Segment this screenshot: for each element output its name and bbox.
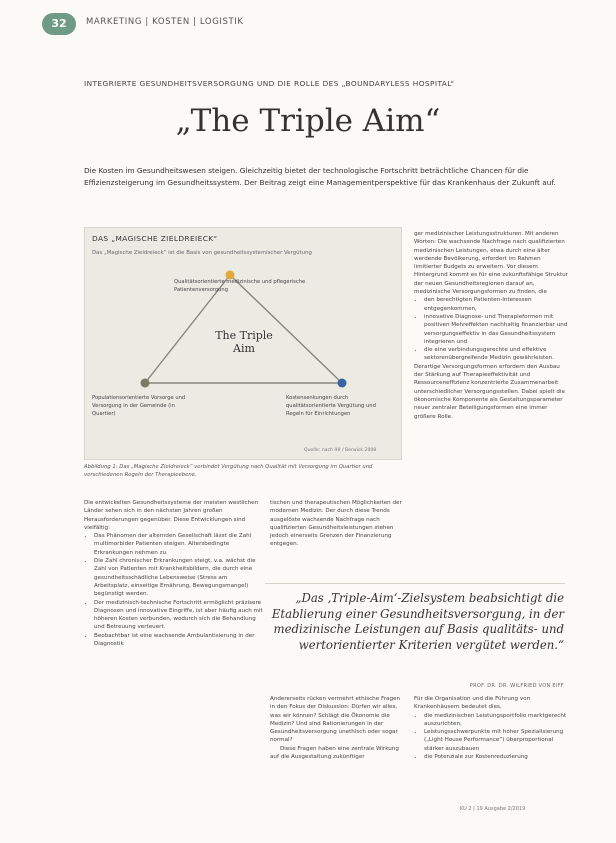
apex-right-dot bbox=[338, 379, 347, 388]
col2-paragraph-3: Diese Fragen haben eine zentrale Wirkung auf die Ausgestaltung zukünftiger bbox=[270, 745, 399, 761]
col2-paragraph-2: Andererseits rücken vermehrt ethische Fragen in den Fokus der Diskussion: Dürfen wir alles, was wir können? Schlägt die Ökonomie die Medizin? Und sind Rationierungen in der Gesundheitsversorgung unethisch oder sogar normal? bbox=[270, 696, 401, 744]
col3b-paragraph: Für die Organisation und die Führung von Krankenhäusern bedeutet dies, bbox=[414, 696, 531, 711]
col3-paragraph-2: Derartige Versorgungsformen erfordern den Ausbau der Stärkung auf Therapieeffektivität und Ressourceneffizienz konzentrierte Zusammenarbeit unterschiedlicher Versorgungsstellen. Dabei spielt die ökonomische Komponente als Gestaltungsparameter neuer zentraler Beteiligungsformen eine immer größere Rolle. bbox=[414, 363, 565, 420]
quote-divider bbox=[265, 583, 565, 584]
col3-paragraph-1: ger medizinischer Leistungsstrukturen. Mit anderen Worten: Die wachsende Nachfrage nach qualifizierten medizinischen Leistungen, etwa durch eine älter werdende Bevölkerung, erfordert im Rahmen limitierter Budgets zu erweitern. Vor diesem Hintergrund kommt es für eine zukunftsfähige Struktur der neuen Gesundheitsregionen darauf an, medizinische Versorgungsformen zu finden, die bbox=[414, 231, 568, 296]
column-right-bottom bbox=[414, 695, 568, 761]
col1-paragraph: Die entwickelten Gesundheitssysteme der meisten westlichen Länder sehen sich in den nächsten Jahren großen Herausforderungen gegenüber. Diese Entwicklungen sind vielfältig: bbox=[84, 500, 259, 531]
list-item: • Leistungsschwerpunkte mit hoher Spezialisierung („Light House Performance“) überproportional stärker auszubauen bbox=[424, 728, 568, 753]
figure-label-top: Qualitätsorientierte medizinische und pflegerische Patientenversorgung bbox=[174, 279, 306, 293]
figure-center-label: The Triple Aim bbox=[215, 329, 273, 355]
list-item: • die Potenziale zur Kostenreduzierung bbox=[424, 753, 568, 761]
column-middle-bottom bbox=[270, 695, 406, 761]
figure-label-left: Populationsorientierte Vorsorge und Versorgung in der Gemeinde (in Quartier) bbox=[92, 395, 186, 417]
quote-author: PROF. DR. DR. WILFRIED VON EIFF bbox=[469, 683, 564, 689]
column-right-top bbox=[414, 230, 568, 421]
figure-caption: Abbildung 1: Das „Magische Zieldreieck“ verbindet Vergütung nach Qualität mit Versorgung im Quartier und verschiedenen Regeln der Therapieebene. bbox=[84, 464, 373, 478]
column-middle-top bbox=[270, 499, 406, 549]
column-left bbox=[84, 499, 264, 648]
page-number-badge: 32 bbox=[42, 13, 76, 35]
list-item: • den berechtigten Patienten-Interessen entgegenkommen, bbox=[424, 296, 568, 313]
list-item: • Das Phänomen der alternden Gesellschaft lässt die Zahl multimorbider Patienten steigen. Altersbedingte Erkrankungen nehmen zu. bbox=[94, 532, 264, 557]
list-item: • innovative Diagnose- und Therapieformen mit positiven Mehreffekten nachhaltig finanzierbar und versorgungseffektiv in das Gesundheitssystem integrieren und bbox=[424, 313, 568, 346]
figure-credit: Quelle: nach IHI / Berwick 2008 bbox=[304, 448, 377, 453]
figure-label-right: Kostensenkungen durch qualitätsorientierte Vergütung und Regeln für Einrichtungen bbox=[286, 395, 376, 417]
col2-paragraph-1: tischen und therapeutischen Möglichkeiten der modernen Medizin. Der durch diese Trends ausgelöste wachsende Nachfrage nach qualifizierten Gesundheitsleistungen stehen jedoch einerseits Grenzen der Finanzierung entgegen. bbox=[270, 500, 402, 548]
list-item: • die eine verbindungsgerechte und effektive sektorenübergreifende Medizin gewährleisten. bbox=[424, 346, 568, 363]
article-title: „The Triple Aim“ bbox=[175, 103, 441, 139]
list-item: • die medizinischen Leistungsportfolio marktgerecht auszurichten, bbox=[424, 712, 568, 729]
figure-subtitle: Das „Magische Zieldreieck“ ist die Basis von gesundheitssystemischer Vergütung bbox=[92, 250, 312, 256]
apex-left-dot bbox=[141, 379, 150, 388]
list-item: • Der medizinisch-technische Fortschritt ermöglicht präzisere Diagnosen und innovative Eingriffe, ist aber häufig auch mit höheren Kosten verbunden, wodurch sich die Behandlung und Betreuung verteuert. bbox=[94, 599, 264, 632]
page-footer: KU 2 | 19 Ausgabe 2/2019 bbox=[460, 806, 526, 812]
list-item: • Beobachtbar ist eine wachsende Ambulantisierung in der Diagnostik bbox=[94, 632, 264, 649]
article-lead: Die Kosten im Gesundheitswesen steigen. Gleichzeitig bietet der technologische Fortschritt beträchtliche Chancen für die Effizienzsteigerung im Gesundheitssystem. Der Beitrag zeigt eine Managementperspektive für das Krankenhaus der Zukunft auf. bbox=[84, 166, 556, 187]
section-title: MARKETING | KOSTEN | LOGISTIK bbox=[86, 17, 244, 27]
figure-title: DAS „MAGISCHE ZIELDREIECK“ bbox=[92, 234, 218, 243]
list-item: • Die Zahl chronischer Erkrankungen steigt, v.a. wächst die Zahl von Patienten mit Krankheitsbildern, die durch eine gesundheitsschädliche Lebensweise (Stress am Arbeitsplatz, einseitige Ernährung, Bewegungsmangel) begünstigt werden. bbox=[94, 557, 264, 598]
article-kicker: INTEGRIERTE GESUNDHEITSVERSORGUNG UND DIE ROLLE DES „BOUNDARYLESS HOSPITAL“ bbox=[84, 79, 455, 88]
pull-quote: „Das ‚Triple-Aim‘-Zielsystem beabsichtigt die Etablierung einer Gesundheitsversorgung, in der medizinische Leistungen auf Basis qualitäts- und wertorientierter Kriterien vergütet werden.“ bbox=[271, 591, 564, 652]
